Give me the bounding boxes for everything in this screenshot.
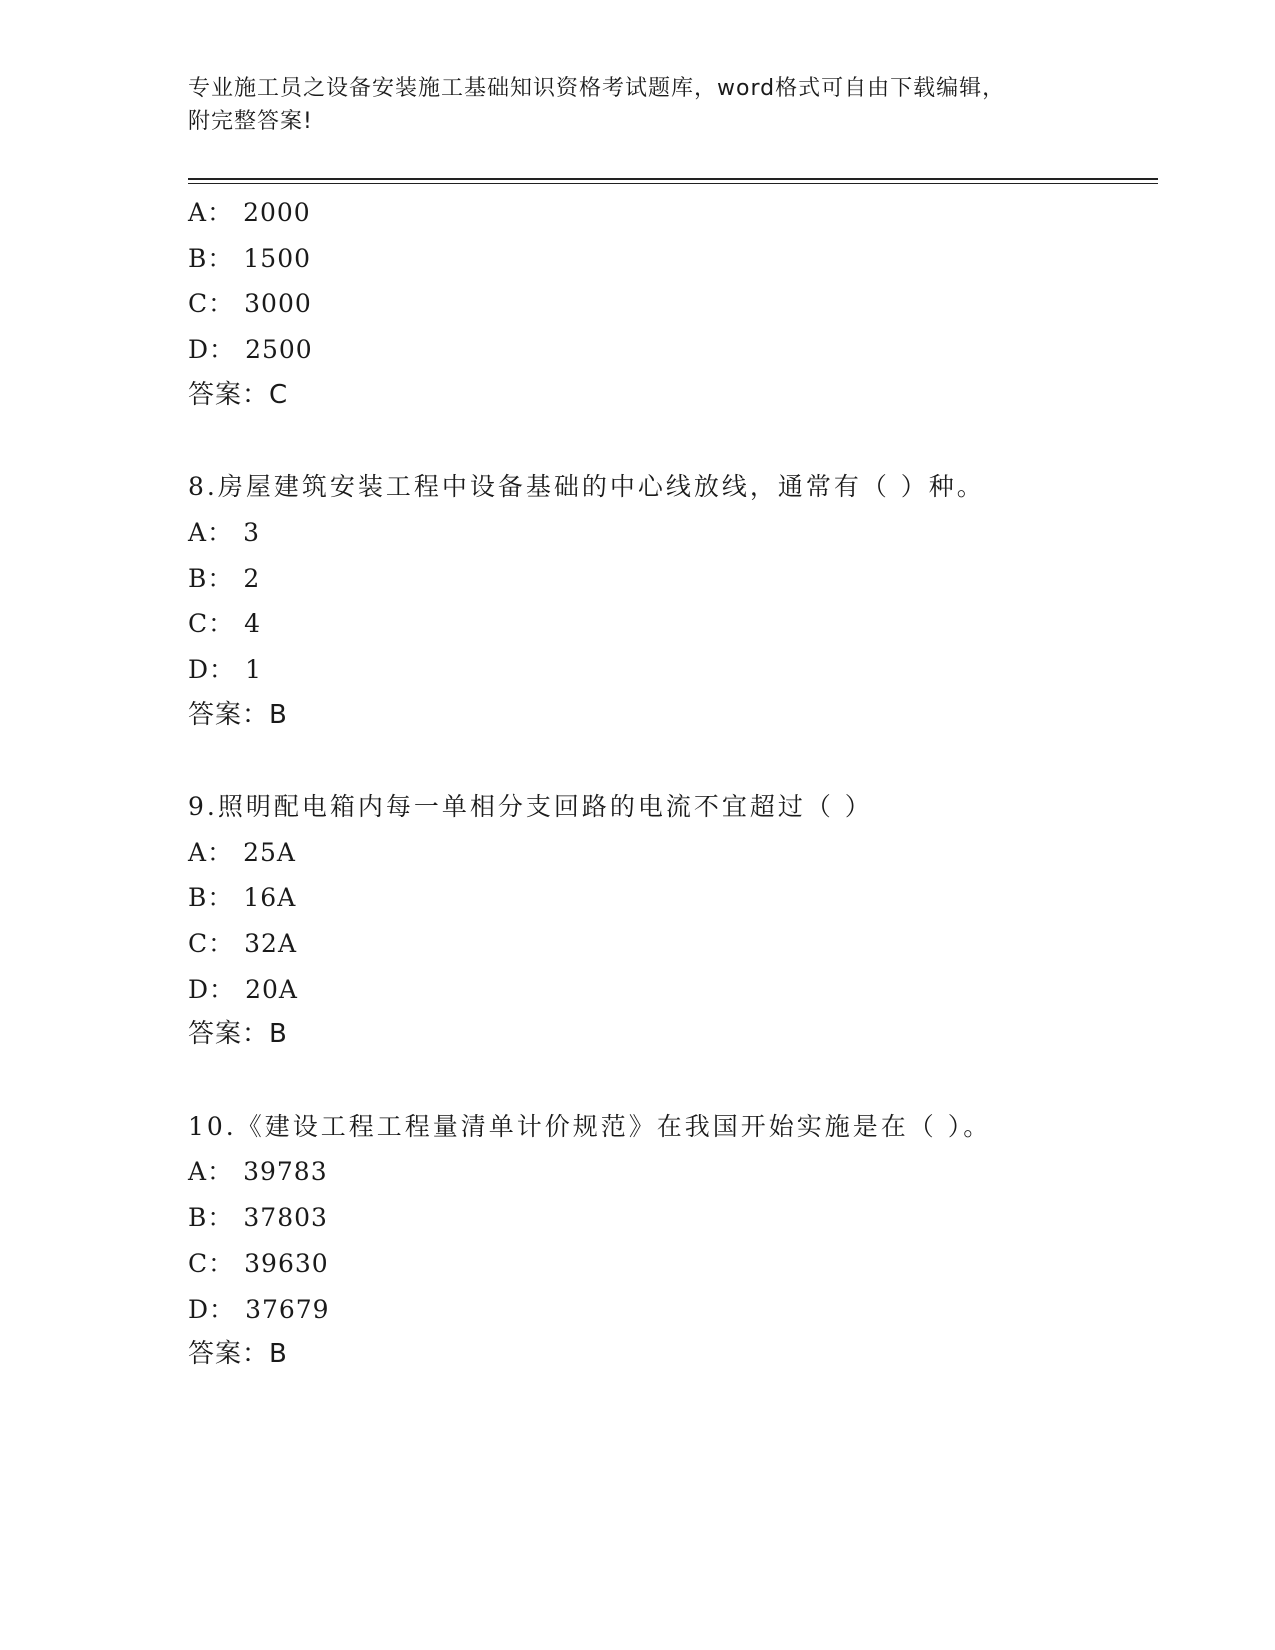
- option-text: 1: [245, 654, 262, 684]
- option-text: 16A: [243, 883, 297, 913]
- option-separator: ：: [208, 929, 235, 958]
- option-separator: ：: [207, 198, 234, 227]
- option-key: C: [188, 929, 209, 958]
- answer-label: 答案：: [188, 1019, 270, 1050]
- option-key: A: [188, 837, 208, 867]
- option-key: B: [188, 563, 208, 593]
- option-separator: ：: [207, 883, 234, 913]
- question-block: [188, 1104, 1158, 1378]
- option-a: [188, 510, 1158, 556]
- option-c: [188, 921, 1158, 967]
- option-text: 37803: [243, 1203, 328, 1233]
- option-text: 2500: [245, 335, 313, 365]
- option-b: [188, 1195, 1158, 1241]
- option-text: 25A: [243, 837, 296, 867]
- header-line-1: 专业施工员之设备安装施工基础知识资格考试题库，word格式可自由下载编辑，: [188, 76, 1006, 101]
- option-text: 3: [243, 517, 260, 547]
- document-header: [188, 72, 1068, 138]
- option-separator: ：: [209, 654, 236, 684]
- option-separator: ：: [207, 1203, 234, 1233]
- option-separator: ：: [209, 1294, 236, 1324]
- answer-value: B: [269, 1339, 288, 1370]
- question-spacer: [188, 418, 1158, 464]
- option-key: D: [188, 974, 210, 1004]
- answer-value: B: [269, 1019, 288, 1050]
- answer-label: 答案：: [188, 379, 270, 410]
- option-separator: ：: [207, 563, 234, 593]
- header-rule-thick: [188, 178, 1158, 180]
- option-key: D: [188, 654, 210, 684]
- option-key: C: [188, 1248, 209, 1278]
- option-c: [188, 601, 1158, 647]
- answer-line: [188, 1012, 1158, 1058]
- option-separator: ：: [207, 837, 234, 867]
- option-text: 32A: [244, 929, 298, 958]
- answer-value: C: [269, 379, 289, 410]
- option-d: [188, 967, 1158, 1013]
- option-text: 20A: [245, 974, 298, 1004]
- header-line-2: 附完整答案!: [188, 109, 313, 134]
- answer-label: 答案：: [188, 699, 270, 730]
- option-separator: ：: [207, 517, 234, 547]
- option-key: A: [188, 517, 208, 547]
- option-text: 1500: [243, 243, 312, 273]
- option-key: C: [188, 289, 209, 319]
- option-d: [188, 647, 1158, 693]
- question-stem: 10.《建设工程工程量清单计价规范》在我国开始实施是在（ ）。: [188, 1111, 992, 1141]
- question-spacer: [188, 1058, 1158, 1104]
- question-stem: 9.照明配电箱内每一单相分支回路的电流不宜超过（ ）: [188, 791, 873, 821]
- option-separator: ：: [208, 1248, 235, 1278]
- option-key: B: [188, 243, 208, 273]
- option-text: 39783: [243, 1157, 328, 1187]
- answer-line: [188, 693, 1158, 739]
- option-separator: ：: [208, 289, 235, 319]
- option-separator: ：: [209, 974, 236, 1004]
- option-text: 2: [243, 563, 261, 593]
- option-separator: ：: [209, 335, 236, 365]
- question-list: [188, 190, 1158, 1378]
- option-separator: ：: [207, 1157, 234, 1187]
- option-b: [188, 875, 1158, 921]
- option-a: [188, 1149, 1158, 1195]
- option-key: A: [188, 1157, 208, 1187]
- question-stem: 8.房屋建筑安装工程中设备基础的中心线放线，通常有（ ）种。: [188, 472, 985, 502]
- option-text: 37679: [245, 1294, 330, 1324]
- question-block: [188, 784, 1158, 1104]
- option-a: [188, 830, 1158, 876]
- option-text: 3000: [244, 289, 312, 319]
- option-c: [188, 281, 1158, 327]
- option-d: [188, 327, 1158, 373]
- option-c: [188, 1241, 1158, 1287]
- question-block: [188, 464, 1158, 784]
- option-separator: ：: [207, 243, 234, 273]
- answer-line: [188, 373, 1158, 419]
- option-separator: ：: [208, 609, 235, 639]
- option-text: 39630: [244, 1248, 329, 1278]
- answer-line: [188, 1332, 1158, 1378]
- question-block: [188, 190, 1158, 464]
- answer-value: B: [269, 699, 288, 730]
- question-spacer: [188, 738, 1158, 784]
- option-d: [188, 1287, 1158, 1333]
- header-rule-thin: [188, 183, 1158, 184]
- answer-label: 答案：: [188, 1339, 270, 1370]
- option-b: [188, 556, 1158, 602]
- option-text: 4: [244, 609, 262, 639]
- option-b: [188, 236, 1158, 282]
- option-key: C: [188, 609, 209, 639]
- option-key: D: [188, 1294, 210, 1324]
- option-a: [188, 190, 1158, 236]
- option-key: D: [188, 335, 210, 365]
- option-key: B: [188, 1203, 208, 1233]
- option-key: B: [188, 883, 208, 913]
- option-key: A: [188, 198, 208, 227]
- option-text: 2000: [243, 198, 311, 227]
